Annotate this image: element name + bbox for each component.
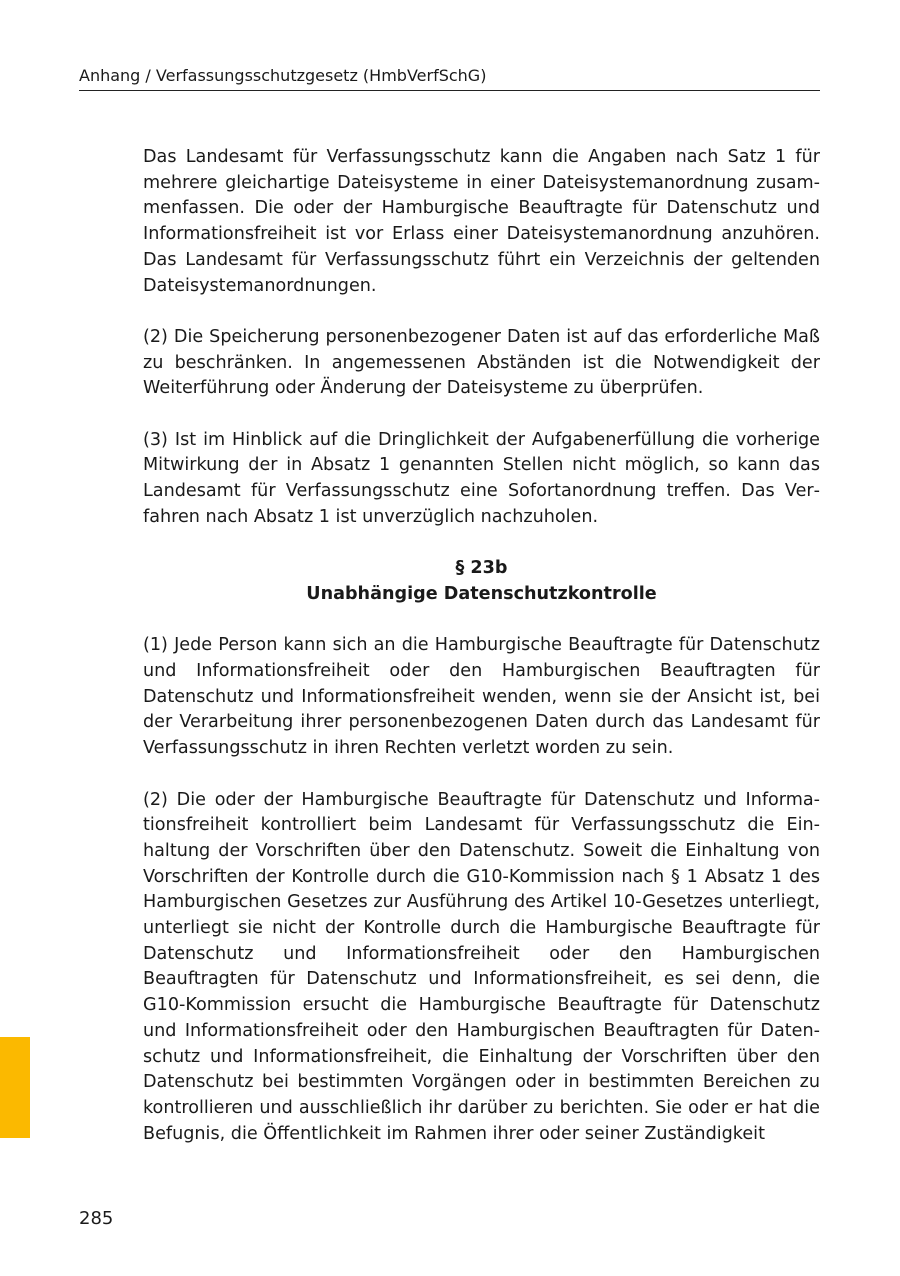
- paragraph: (1) Jede Person kann sich an die Hamburgische Beauftragte für Datenschutz und Informationsfreiheit oder den Hamburgischen Beauftragten für Datenschutz und Informationsfreiheit wenden, wenn sie der Ansicht ist, bei der Verarbeitung ihrer personenbezogenen Daten durch das Landesamt für Verfassungsschutz in ihren Rechten verletzt worden zu sein.: [143, 635, 820, 759]
- page-body: [143, 145, 820, 1173]
- chapter-side-tab: [0, 1037, 30, 1138]
- section-title: Unabhängige Datenschutzkontrolle: [306, 583, 657, 604]
- section-number: § 23b: [455, 558, 508, 579]
- section-heading: [143, 556, 820, 607]
- paragraph: (2) Die Speicherung personenbezogener Daten ist auf das erforderliche Maß zu beschränken. In angemessenen Abständen ist die Notwendigkeit der Weiterführung oder Änderung der Dateisysteme zu überprüfen.: [143, 326, 820, 399]
- page-number: 285: [79, 1208, 114, 1229]
- paragraph: Das Landesamt für Verfassungsschutz kann die Angaben nach Satz 1 für mehrere gleichartige Dateisysteme in einer Dateisystemanordnung zusammenfassen. Die oder der Hamburgische Beauftragte für Datenschutz und Informationsfreiheit ist vor Erlass einer Dateisystemanordnung anzuhören. Das Landesamt für Verfassungsschutz führt ein Verzeichnis der geltenden Dateisystemanordnungen.: [143, 147, 820, 296]
- running-header: Anhang / Verfassungsschutzgesetz (HmbVerfSchG): [79, 66, 820, 91]
- paragraph: (2) Die oder der Hamburgische Beauftragte für Datenschutz und Informationsfreiheit kontrolliert beim Landesamt für Verfassungsschutz die Einhaltung der Vorschriften über den Datenschutz. Soweit die Einhaltung von Vorschriften der Kontrolle durch die G10-Kommission nach § 1 Absatz 1 des Hamburgischen Gesetzes zur Ausführung des Artikel 10-Gesetzes unterliegt, unterliegt sie nicht der Kontrolle durch die Hamburgische Beauftragte für Datenschutz und Informationsfreiheit oder den Hamburgischen Beauftragten für Datenschutz und Informationsfreiheit, es sei denn, die G10-Kommission ersucht die Hamburgische Beauftragte für Datenschutz und Informationsfreiheit oder den Hamburgischen Beauftragten für Datenschutz und Informationsfreiheit, die Einhaltung der Vorschriften über den Datenschutz bei bestimmten Vorgängen oder in bestimmten Bereichen zu kontrollieren und ausschließlich ihr darüber zu berichten. Sie oder er hat die Befugnis, die Öffentlichkeit im Rahmen ihrer oder seiner Zuständigkeit: [143, 789, 820, 1144]
- paragraph: (3) Ist im Hinblick auf die Dringlichkeit der Aufgabenerfüllung die vorherige Mitwirkung der in Absatz 1 genannten Stellen nicht möglich, so kann das Landesamt für Verfassungsschutz eine Sofortanordnung treffen. Das Verfahren nach Absatz 1 ist unverzüglich nachzuholen.: [143, 429, 820, 527]
